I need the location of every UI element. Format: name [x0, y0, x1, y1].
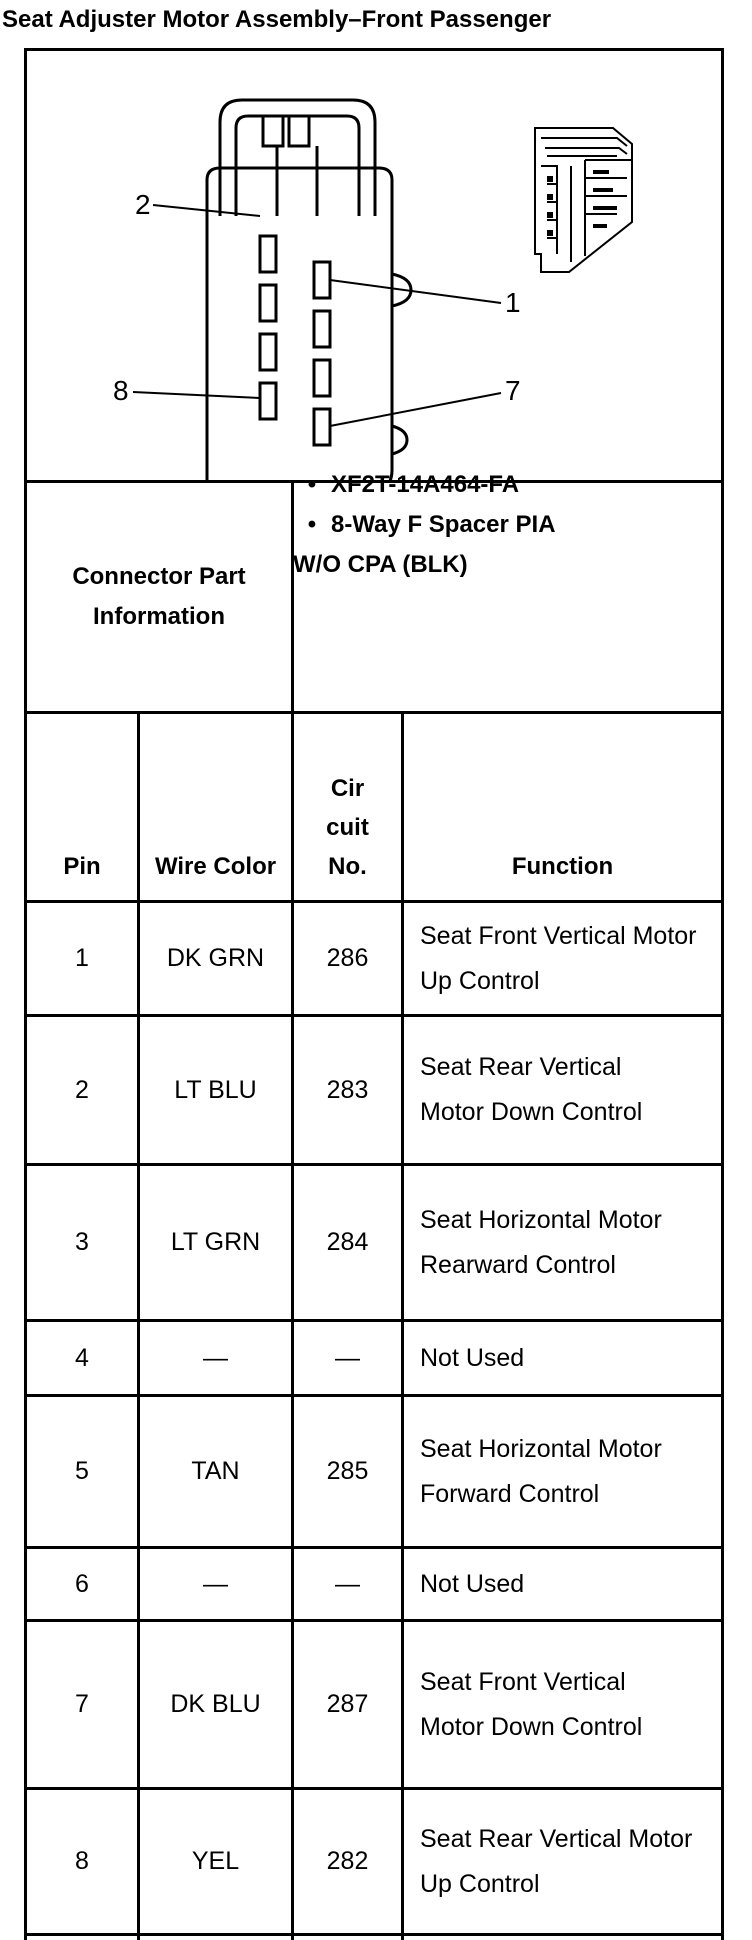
- table-bottom-border: [27, 1933, 721, 1936]
- cavity-2: [260, 236, 276, 272]
- spacer-item: • 8-Way F Spacer PIA: [307, 511, 556, 538]
- header-circuit-no: Cir cuit No.: [326, 775, 369, 880]
- callout-pin-7: 7: [505, 375, 521, 406]
- cell-circuit: 282: [326, 1847, 369, 1875]
- connector-sheet: [24, 48, 724, 1940]
- cavity-3: [314, 311, 330, 347]
- cell-wire-color: LT GRN: [170, 1228, 261, 1256]
- cell-circuit: 285: [326, 1457, 369, 1485]
- cell-wire-color: TAN: [191, 1457, 240, 1485]
- cavity-7: [314, 409, 330, 445]
- cavity-5: [314, 360, 330, 396]
- cell-pin: 2: [75, 1075, 89, 1104]
- cell-function: Seat Horizontal Motor Rearward Control: [420, 1205, 662, 1279]
- header-pin: Pin: [63, 853, 101, 880]
- part-number-item: • XF2T-14A464-FA: [307, 471, 520, 498]
- cavity-8: [260, 383, 276, 419]
- page-title: Seat Adjuster Motor Assembly–Front Passenger: [2, 6, 552, 33]
- cell-pin: 1: [75, 944, 89, 972]
- callout-pin-8: 8: [113, 375, 129, 406]
- cell-pin: 8: [75, 1847, 89, 1875]
- cell-wire-color: LT BLU: [174, 1075, 257, 1104]
- cell-circuit: 286: [326, 944, 369, 972]
- cell-pin: 5: [75, 1457, 89, 1485]
- header-function: Function: [511, 853, 614, 880]
- cell-function: Not Used: [420, 1343, 525, 1372]
- callout-pin-2: 2: [135, 189, 151, 220]
- connector-diagram: [27, 50, 721, 482]
- cell-function: Seat Front Vertical Motor Up Control: [420, 921, 697, 995]
- cell-function: Seat Rear Vertical Motor Up Control: [420, 1824, 693, 1898]
- cell-pin: 3: [75, 1228, 89, 1256]
- cell-wire-color: —: [203, 1343, 228, 1372]
- cell-circuit: 284: [326, 1228, 369, 1256]
- cell-function: Seat Front Vertical Motor Down Control: [420, 1667, 643, 1741]
- cell-circuit: 283: [326, 1075, 369, 1104]
- cell-pin: 7: [75, 1690, 89, 1718]
- cell-wire-color: DK GRN: [166, 944, 265, 972]
- cell-function: Not Used: [420, 1569, 525, 1598]
- cell-circuit: —: [335, 1569, 360, 1598]
- cell-wire-color: YEL: [191, 1847, 240, 1875]
- connector-part-info-list: [293, 465, 713, 585]
- cell-pin: 4: [75, 1343, 89, 1372]
- cpa-note: W/O CPA (BLK): [293, 551, 468, 578]
- cell-function: Seat Rear Vertical Motor Down Control: [420, 1053, 643, 1126]
- callout-pin-1: 1: [505, 287, 521, 318]
- cavity-1: [314, 262, 330, 298]
- cavity-6: [260, 334, 276, 370]
- header-wire-color: Wire Color: [154, 853, 277, 880]
- cell-function: Seat Horizontal Motor Forward Control: [420, 1434, 662, 1508]
- cell-pin: 6: [75, 1569, 89, 1598]
- connector-part-info-label: Connector Part Information: [72, 563, 246, 630]
- cavity-4: [260, 285, 276, 321]
- cell-wire-color: DK BLU: [170, 1690, 261, 1718]
- cell-wire-color: —: [203, 1569, 228, 1598]
- cell-circuit: —: [335, 1343, 360, 1372]
- cell-circuit: 287: [326, 1690, 369, 1718]
